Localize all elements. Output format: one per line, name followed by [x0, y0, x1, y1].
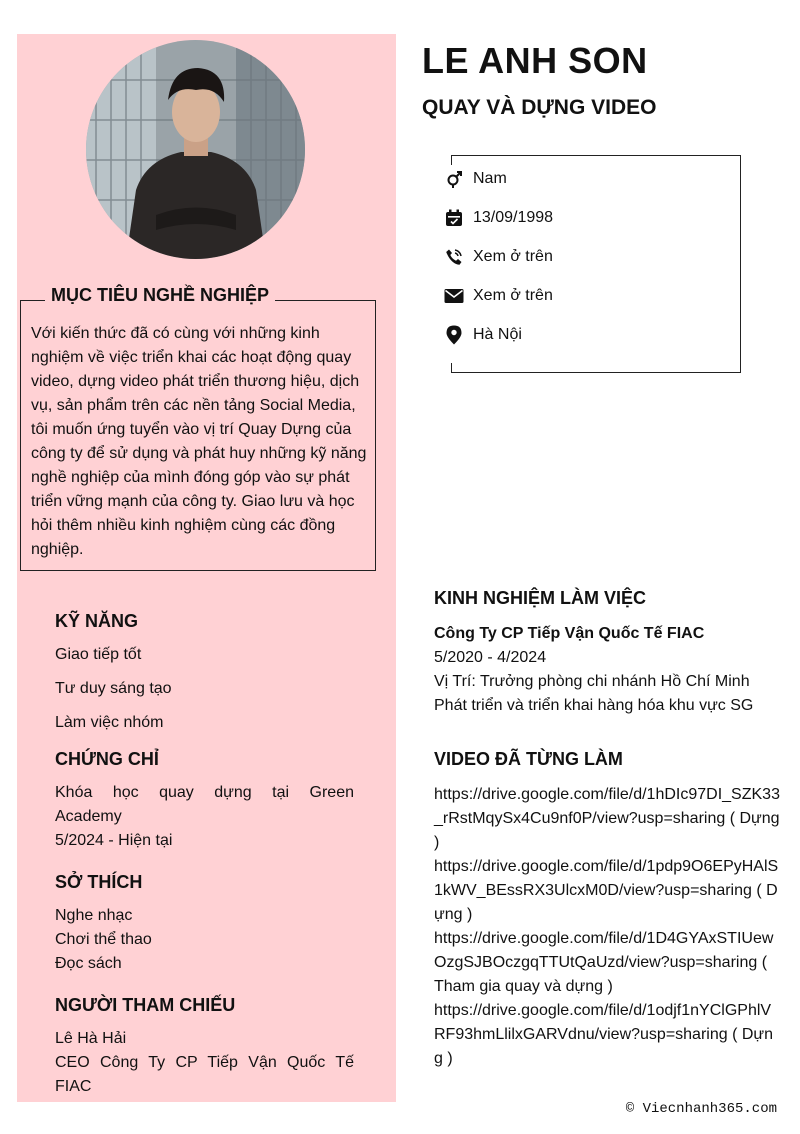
email-value: Xem ở trên — [473, 287, 553, 304]
job-title: QUAY VÀ DỰNG VIDEO — [422, 96, 657, 119]
reference-name: Lê Hà Hải — [55, 1030, 127, 1047]
hobby-item: Chơi thể thao — [55, 931, 152, 948]
certificate-name — [55, 781, 354, 829]
hobby-item: Đọc sách — [55, 955, 122, 972]
objective-text: Với kiến thức đã có cùng với những kinh nghiệm về việc triển khai các hoạt động quay video, dựng video phát triển thương hiệu, dịch vụ, sản phẩm trên các nền tảng Social Media, tôi muốn ứng tuyển vào vị trí Quay Dựng của công ty để sử dụng và phát huy những kỹ năng nghề nghiệp của mình đóng góp vào sự phát triển vững mạnh của công ty. Giao lưu và học hỏi thêm nhiều kinh nghiệm cùng các đồng nghiệp. — [31, 325, 367, 558]
skill-item: Tư duy sáng tạo — [55, 680, 172, 697]
candidate-name: LE ANH SON — [422, 40, 648, 81]
experience-description: Phát triển và triển khai hàng hóa khu vực SG — [434, 697, 754, 714]
certificate-name-rest: Academy — [55, 808, 122, 825]
contact-box — [452, 155, 741, 373]
gender-value: Nam — [473, 170, 507, 187]
address-value: Hà Nội — [473, 326, 522, 343]
contact-email — [444, 285, 553, 307]
certificate-period: 5/2024 - Hiện tại — [55, 832, 173, 849]
videos-title: VIDEO ĐÃ TỪNG LÀM — [434, 749, 623, 769]
video-link[interactable]: https://drive.google.com/file/d/1pdp9O6EPyHAlS1kWV_BEssRX3UlcxM0D/view?usp=sharing ( Dựng ) — [434, 858, 779, 923]
skills-title: KỸ NĂNG — [55, 611, 139, 631]
phone-icon — [444, 247, 464, 267]
reference-position-line: CEO Công Ty CP Tiếp Vận Quốc Tế — [55, 1054, 354, 1071]
certificate-line: Khóa học quay dựng tại Green — [55, 784, 354, 801]
gender-icon — [444, 169, 464, 189]
phone-value: Xem ở trên — [473, 248, 553, 265]
contact-phone — [444, 246, 553, 268]
video-link[interactable]: https://drive.google.com/file/d/1D4GYAxSTIUewOzgSJBOczgqTTUtQaUzd/view?usp=sharing ( Tham gia quay và dựng ) — [434, 930, 774, 995]
experience-period: 5/2020 - 4/2024 — [434, 649, 547, 666]
contact-birthday — [444, 207, 553, 229]
video-link[interactable]: https://drive.google.com/file/d/1hDIc97DI_SZK33_rRstMqySx4Cu9nf0P/view?usp=sharing ( Dựng ) — [434, 786, 780, 851]
experience-position: Vị Trí: Trưởng phòng chi nhánh Hồ Chí Minh — [434, 673, 750, 690]
skill-item: Làm việc nhóm — [55, 714, 164, 731]
references-title: NGƯỜI THAM CHIẾU — [55, 995, 236, 1015]
hobbies-title: SỞ THÍCH — [55, 872, 143, 892]
experience-title: KINH NGHIỆM LÀM VIỆC — [434, 588, 647, 608]
reference-position-rest: FIAC — [55, 1078, 92, 1095]
box-border-stub — [451, 363, 452, 373]
location-icon — [444, 325, 464, 345]
skill-item: Giao tiếp tốt — [55, 646, 142, 663]
experience-company: Công Ty CP Tiếp Vận Quốc Tế FIAC — [434, 625, 705, 642]
box-border-stub — [451, 155, 452, 165]
video-list — [434, 783, 780, 1071]
mail-icon — [444, 286, 464, 306]
certificates-title: CHỨNG CHỈ — [55, 749, 159, 769]
hobby-item: Nghe nhạc — [55, 907, 133, 924]
video-link[interactable]: https://drive.google.com/file/d/1odjf1nYClGPhlVRF93hmLlilxGARVdnu/view?usp=sharing ( Dựng ) — [434, 1002, 774, 1067]
objective-title: MỤC TIÊU NGHỀ NGHIỆP — [45, 285, 275, 306]
reference-position — [55, 1051, 354, 1099]
calendar-icon — [444, 208, 464, 228]
avatar-photo — [86, 40, 305, 259]
footer-watermark: © Viecnhanh365.com — [625, 1101, 777, 1117]
contact-gender — [444, 168, 507, 190]
avatar — [86, 40, 305, 259]
birthday-value: 13/09/1998 — [473, 209, 554, 226]
contact-address — [444, 324, 522, 346]
